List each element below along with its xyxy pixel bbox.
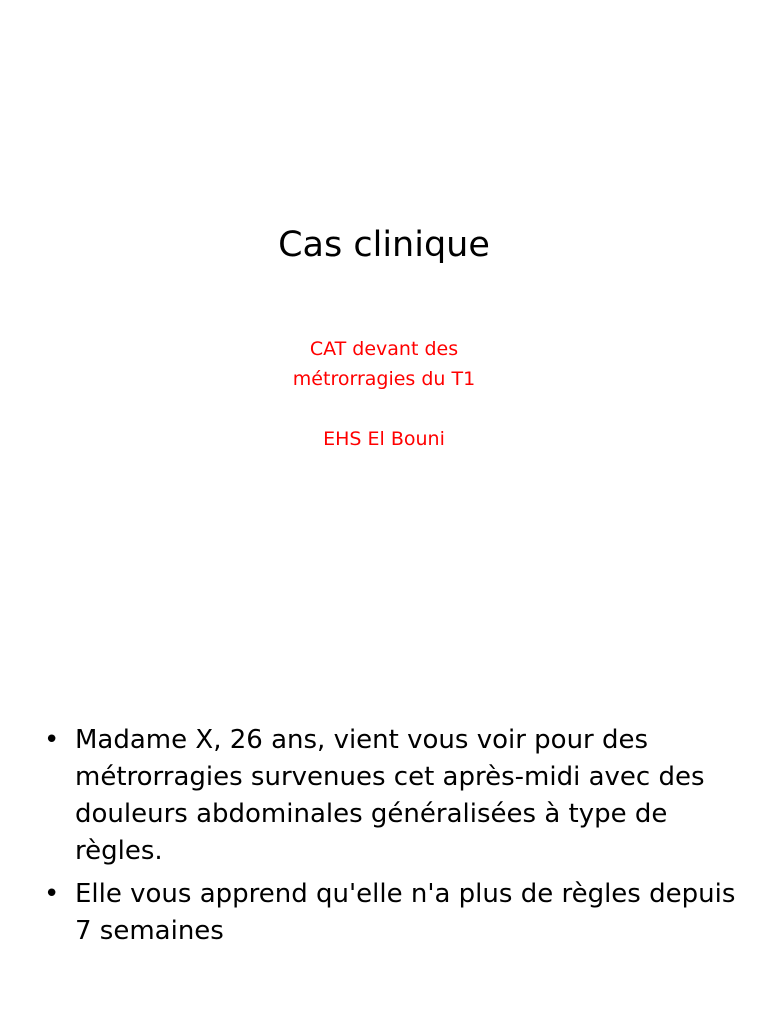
subtitle-line-1: CAT devant des	[309, 338, 459, 360]
subtitle-line-3: EHS El Bouni	[323, 428, 445, 450]
slide-title: Cas clinique	[278, 225, 490, 265]
bullet-icon: •	[44, 725, 60, 755]
list-item	[44, 876, 744, 950]
bullet-icon: •	[44, 879, 60, 909]
slide-subtitle	[0, 334, 768, 454]
bullet-list	[44, 722, 744, 956]
bullet-text: Madame X, 26 ans, vient vous voir pour des métrorragies survenues cet après-midi avec des douleurs abdominales généralisées à type de règles.	[75, 725, 705, 866]
bullet-text: Elle vous apprend qu'elle n'a plus de règles depuis 7 semaines	[75, 879, 736, 946]
subtitle-spacer	[0, 394, 768, 424]
list-item	[44, 722, 744, 870]
subtitle-line-2: métrorragies du T1	[292, 368, 476, 390]
